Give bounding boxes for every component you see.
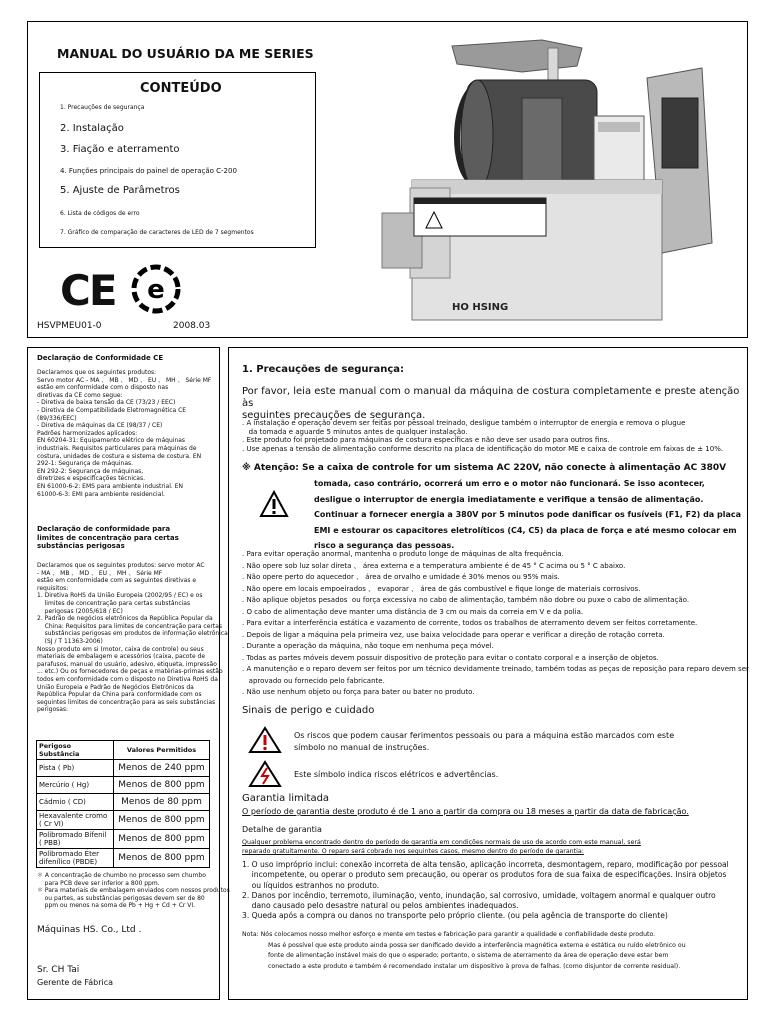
ce-line: 292-1: Segurança de máquinas. [37,460,134,468]
rohs-line: todos em conformidade com o disposto no Diretiva RoHS da [37,675,218,683]
substance-name: Hexavalente cromo ( Cr VI) [37,811,114,830]
rohs-line: Declaramos que os seguintes produtos: servo motor AC [37,562,205,569]
ce-line: estão em conformidade com o disposto nas [37,384,169,392]
sign1-text [294,730,674,754]
ce-line: - Diretiva de Compatibilidade Eletromagnética CE [37,406,187,414]
rohs-title [37,525,217,551]
detail-item: 1. O uso impróprio inclui: conexão incorreta de alta tensão, aplicação incorreta, desmontagem, reparo, modificação por pessoal [242,860,729,869]
detail-item: dano causado pelo desastre natural ou pelos ambientes inadequados. [242,901,519,911]
table-row [37,811,210,830]
attention-line-text: risco a segurança das pessoas. [314,541,455,550]
substance-limit: Menos de 800 ppm [114,811,210,830]
sign1-line: Os riscos que podem causar ferimentos pessoais ou para a máquina estão marcados com este [294,731,675,740]
intro-line: seguintes precauções de segurança. [242,410,426,421]
electric-hazard-icon [248,760,282,788]
sign1-line: símbolo no manual de instruções. [294,743,430,752]
precaution-item: . Todas as partes móveis devem possuir dispositivo de proteção para evitar o contato corporal e a inserção de objetos. [242,653,659,662]
note-line: para PCB deve ser inferior a 800 ppm. [37,879,160,887]
signer-name: Sr. CH Tai [37,965,80,975]
ce-line: Declaramos que os seguintes produtos: [37,369,157,376]
ce-line: industriais. Requisitos particulares para máquinas de [37,444,197,452]
note-line: fonte de alimentação instável mais do que o esperado; portanto, o sistema de aterramento da área de operação deve estar bem [268,952,669,959]
detail-item: ou líquidos estranhos no produto. [242,880,380,890]
ce-line: Servo motor AC - MA 、 MB 、 MD 、 EU 、 MH 、 Série MF [37,376,212,384]
ce-line: EN 61000-6-2: EMS para ambiente industrial. EN [37,482,183,490]
warranty-title: Garantia limitada [242,793,330,804]
rohs-line: Nosso produto em si (motor, caixa de controle) ou seus [37,645,204,653]
attention-line-text: tomada, caso contrário, ocorrerá um erro e o motor não funcionará. Se isso acontecer, [314,479,705,488]
e-mark-icon [128,264,184,314]
intro-line: Por favor, leia este manual com o manual da máquina de costura completamente e preste atenção às [242,386,740,409]
toc-box [39,72,316,248]
rohs-line: estão em conformidade com as seguintes diretivas e [37,577,197,585]
table-head-substance: Perigoso Substância [37,741,114,760]
ce-line: costura, unidades de costura e sistema de costura. EN [37,452,202,460]
detail-intro-line: Qualquer problema encontrado dentro do período de garantia em condições normais de uso de acordo com este manual, será [242,839,641,846]
detail-list [242,860,729,922]
precautions-list-b [242,549,749,699]
rohs-line: ... etc.) Ou os fornecedores de peças e matérias-primas estão [37,668,223,676]
company-name: Máquinas HS. Co., Ltd . [37,925,142,935]
table-row [37,830,210,849]
substance-limit: Menos de 800 ppm [114,830,210,849]
table-row [37,777,210,794]
precaution-item: aprovado ou fornecido pelo fabricante. [242,676,385,685]
detail-item: 3. Queda após a compra ou danos no transporte pelo próprio cliente. (ou pela agência de transporte do cliente) [242,911,668,921]
note-line: ppm ou menos na soma de Pb + Hg + Cd + Cr VI. [37,902,196,910]
signs-title: Sinais de perigo e cuidado [242,705,375,716]
ce-declaration-title: Declaração de Conformidade CE [37,354,164,362]
rohs-line: - MA 、 MB 、 MD 、 EU 、 MH 、 Série MF [37,569,163,577]
doc-date: 2008.03 [173,321,211,331]
precaution-item: . Depois de ligar a máquina pela primeira vez, use baixa velocidade para operar e verificar a direção de rotação correta. [242,630,665,639]
table-row [37,760,210,777]
rohs-line: materiais de embalagem e acessórios (caixa, pacote de [37,653,206,661]
attention-line: ※ Atenção: Se a caixa de controle for um sistema AC 220V, não conecte à alimentação AC 380V [242,463,727,473]
detail-item: 2. Danos por incêndio, terremoto, iluminação, vento, inundação, sal corrosivo, umidade, voltagem anormal e qualquer outro [242,890,716,900]
rohs-line: requisitos: [37,584,69,592]
table-row [37,849,210,868]
ce-mark-icon: CE [60,266,116,315]
precaution-item: . Não opere perto do aquecedor 、 área de orvalho e umidade é 30% menos ou 95% mais. [242,573,560,581]
section-title: 1. Precauções de segurança: [242,364,404,375]
note-line: conectado a este produto e também é recomendado instalar um dispositivo à prova de falhas. (como disjuntor de corrente residual). [268,962,681,970]
rohs-line: perigosas: [37,706,69,714]
toc-item-7: 7. Gráfico de comparação de caracteres de LED de 7 segmentos [60,229,254,236]
rohs-line: República Popular da China para conformidade com os [37,691,202,699]
rohs-text [37,562,228,714]
brand-label: HO HSING [452,302,509,313]
note-line: ＊ Para materiais de embalagem enviados com nossos produtos [37,887,230,895]
manual-title: MANUAL DO USUÁRIO DA ME SERIES [57,46,314,61]
rohs-line: China: Requisitos para limites de concentração para certas [37,622,223,630]
ce-declaration-text [37,369,217,498]
ce-line: - Diretiva de baixa tensão da CE (73/23 / EEC) [37,399,176,407]
rohs-line: limites de concentração para certas substâncias [37,599,191,607]
toc-title: CONTEÚDO [140,81,222,96]
substance-limit: Menos de 800 ppm [114,777,210,794]
toc-item-1: 1. Precauções de segurança [60,104,145,111]
note-line: Nota: Nós colocamos nosso melhor esforço e mente em testes e fabricação para garantir a qualidade e confiabilidade deste produto. [242,931,656,938]
detail-intro [242,838,641,856]
precaution-item: . Para evitar a interferência estática e vazamento de corrente, todos os trabalhos de aterramento devem ser feitos corretamente. [242,619,698,627]
precaution-item: . Durante a operação da máquina, não toque em nenhuma peça móvel. [242,642,494,650]
substance-table [36,740,210,868]
substance-name: Polibromado Éter difenílico (PBDE) [37,849,114,868]
ce-line: EN 292-2: Segurança de máquinas, [37,467,144,475]
substance-limit: Menos de 80 ppm [114,794,210,811]
lead-notes [37,872,230,910]
detail-intro-line: reparado gratuitamente. O reparo será cobrado nos seguintes casos, mesmo dentro do período de garantia: [242,848,584,855]
rohs-title-line: limites de concentração para certas [37,533,179,542]
toc-item-4: 4. Funções principais do painel de operação C-200 [60,167,237,175]
substance-limit: Menos de 800 ppm [114,849,210,868]
servo-motor-image [372,38,722,330]
substance-name: Pista ( Pb) [37,760,114,777]
attention-line-text: EMI e estourar os capacitores eletrolíticos (C4, C5) da placa de força e até mesmo colocar em [314,525,737,535]
precaution-item: da tomada e aguarde 5 minutos antes de qualquer instalação. [242,427,468,436]
table-row [37,794,210,811]
e-mark-letter: e [147,275,165,305]
toc-item-3: 3. Fiação e aterramento [60,144,180,155]
precaution-item: . Não use nenhum objeto ou força para bater ou bater no produto. [242,688,475,696]
rohs-title-line: substâncias perigosas [37,542,125,551]
detail-item: incompetente, ou operar o produto sem precaução, ou operar os produtos fora de sua faixa de especificações. Insira objetos [242,870,727,880]
attention-line-text: desligue o interruptor de energia imediatamente e verifique a tensão de alimentação. [314,494,704,504]
toc-item-6: 6. Lista de códigos de erro [60,210,140,217]
rohs-line: substâncias perigosas em produtos de informação eletrônica [37,630,228,638]
rohs-line: seguintes limites de concentração para as seis substâncias [37,698,216,706]
precaution-item: . Este produto foi projetado para máquinas de costura específicas e não deve ser usado para outros fins. [242,436,610,445]
rohs-line: (SJ / T 11363-2006) [37,637,103,645]
precaution-item: . Não opere em locais empoeirados 、 evaporar 、 área de gás combustível e fique longe de materiais corrosivos. [242,584,641,593]
note-line: ou partes, as substâncias perigosas devem ser de 80 [37,894,205,902]
attention-line-text: Continuar a fornecer energia a 380V por 5 minutos pode danificar os fusíveis (F1, F2) da placa [314,510,741,519]
table-head-values: Valores Permitidos [114,741,210,760]
precaution-item: . A instalação e operação devem ser feitas por pessoal treinado, desligue também o interruptor de energia e remova o plugue [242,419,686,427]
attention-text [314,476,741,554]
ce-line: 61000-6-3: EMI para ambiente residencial. [37,490,165,498]
ce-line: diretivas da CE como segue: [37,391,123,399]
doc-code: HSVPMEU01-0 [37,321,102,331]
rohs-line: perigosas (2005/618 / EC) [37,607,123,615]
substance-name: Cádmio ( CD) [37,794,114,811]
caution-sign-icon [248,726,282,754]
rohs-line: 2. Padrão de negócios eletrônicos da República Popular da [37,615,213,623]
sign2-text: Este símbolo indica riscos elétricos e advertências. [294,770,499,779]
precaution-item: . Para evitar operação anormal, mantenha o produto longe de máquinas de alta frequência. [242,550,564,558]
note-line: Mas é possível que este produto ainda possa ser danificado devido a interferência magnética externa e estática ou ruído eletrônico ou [268,941,686,949]
warning-icon [259,490,289,518]
toc-item-5: 5. Ajuste de Parâmetros [60,185,180,196]
rohs-line: 1. Diretiva RoHS da União Europeia (2002/95 / EC) e os [37,592,203,600]
precaution-item: . Não aplique objetos pesados ou força excessiva no cabo de alimentação, também não dobre ou puxe o cabo de alimentação. [242,596,690,604]
substance-limit: Menos de 240 ppm [114,760,210,777]
ce-line: EN 60204-31: Equipamento elétrico de máquinas [37,437,186,445]
precaution-item: . O cabo de alimentação deve manter uma distância de 3 cm ou mais da correia em V e da polia. [242,607,584,616]
note-line: ＊ A concentração de chumbo no processo sem chumbo [37,872,206,879]
warranty-text: O período de garantia deste produto é de 1 ano a partir da compra ou 18 meses a partir da data de fabricação. [242,807,689,816]
rohs-line: União Europeia e Padrão de Negócios Eletrônicos da [37,683,194,691]
precaution-item: . Use apenas a tensão de alimentação conforme descrito na placa de identificação do motor ME e caixa de controle em faixas de ± 10%. [242,444,724,453]
intro-text [242,386,742,422]
substance-name: Mercúrio ( Hg) [37,777,114,794]
precautions-list-a [242,419,723,453]
ce-line: Padrões harmonizados aplicados: [37,429,138,437]
substance-name: Polibromado Bifenil ( PBB) [37,830,114,849]
ce-line: (89/336/EEC) [37,414,77,422]
signer-role: Gerente de Fábrica [37,978,114,987]
precaution-item: . Não opere sob luz solar direta 、 área externa e a temperatura ambiente é de 45 ° C acima ou 5 ° C abaixo. [242,561,626,570]
toc-item-2: 2. Instalação [60,123,124,134]
precaution-item: . A manutenção e o reparo devem ser feitos por um técnico devidamente treinado, também todas as peças de reposição para reparo devem ser [242,665,749,673]
ce-line: diretrizes e especificações técnicas. [37,475,146,483]
rohs-line: parafusos, manual do usuário, adesivo, etiqueta, impressão [37,660,217,668]
ce-line: - Diretiva de máquinas da CE (98/37 / CE) [37,422,163,430]
note-block [242,930,686,972]
detail-title: Detalhe de garantia [242,825,322,834]
rohs-title-line: Declaração de conformidade para [37,525,171,533]
